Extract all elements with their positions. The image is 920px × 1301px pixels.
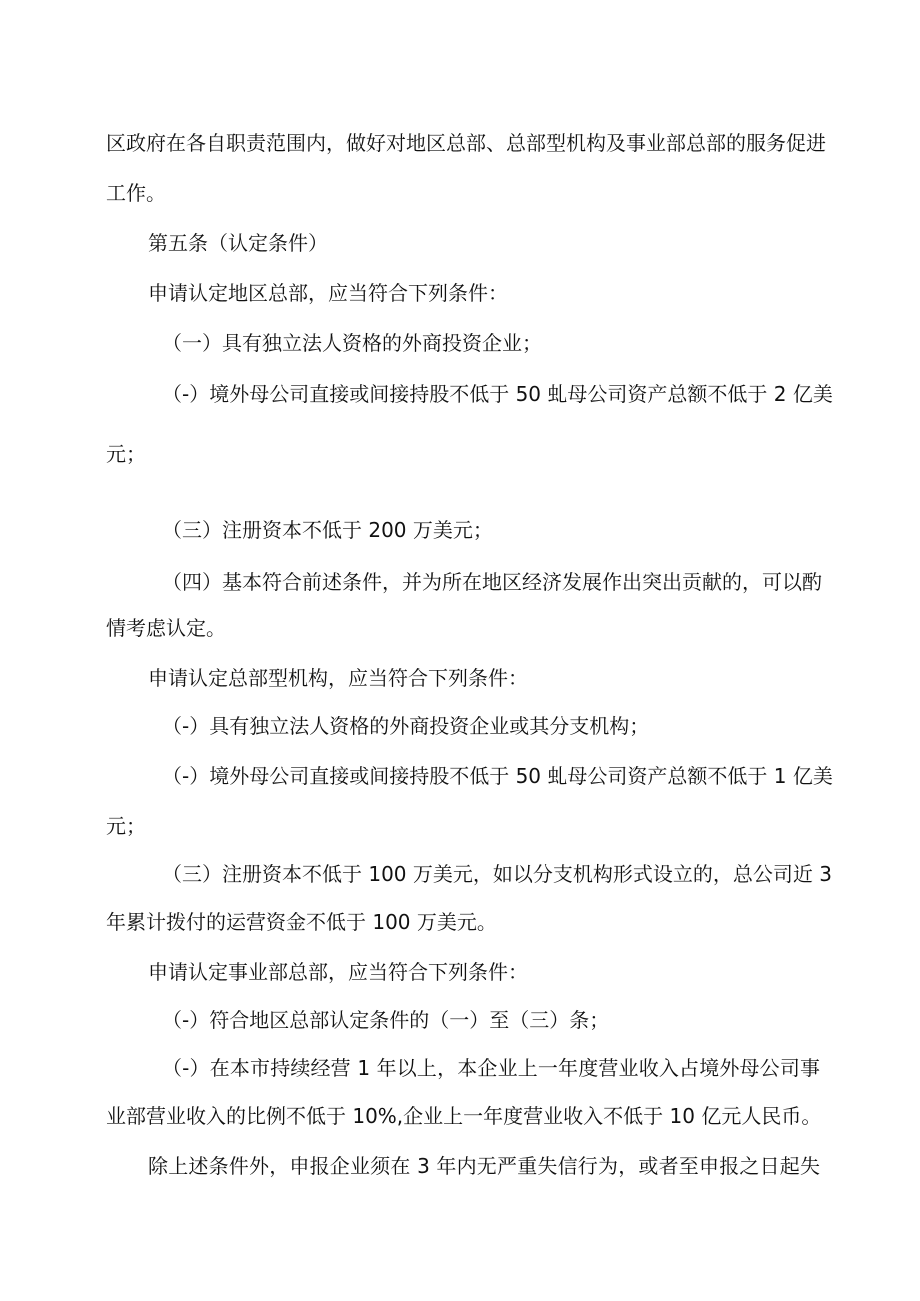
paragraph-line: 申请认定总部型机构，应当符合下列条件： [148, 666, 528, 690]
list-item: （-）境外母公司直接或间接持股不低于 50 虬母公司资产总额不低于 1 亿美 [162, 764, 833, 788]
paragraph-line: 元； [106, 814, 146, 838]
paragraph-line: 元； [106, 442, 146, 466]
paragraph-line: 业部营业收入的比例不低于 10%,企业上一年度营业收入不低于 10 亿元人民币。 [106, 1104, 822, 1128]
list-item: （一）具有独立法人资格的外商投资企业； [162, 331, 542, 355]
list-item: （-）在本市持续经营 1 年以上，本企业上一年度营业收入占境外母公司事 [162, 1056, 820, 1080]
list-item: （-）境外母公司直接或间接持股不低于 50 虬母公司资产总额不低于 2 亿美 [162, 382, 833, 406]
list-item: （-）具有独立法人资格的外商投资企业或其分支机构； [162, 714, 650, 738]
paragraph-line: 除上述条件外，申报企业须在 3 年内无严重失信行为，或者至申报之日起失 [148, 1154, 820, 1178]
list-item: （三）注册资本不低于 200 万美元； [162, 518, 493, 542]
list-item: （四）基本符合前述条件，并为所在地区经济发展作出突出贡献的，可以酌 [162, 570, 822, 594]
paragraph-line: 申请认定地区总部，应当符合下列条件： [148, 281, 508, 305]
list-item: （-）符合地区总部认定条件的（一）至（三）条； [162, 1008, 610, 1032]
paragraph-line: 工作。 [106, 181, 166, 205]
paragraph-line: 情考虑认定。 [106, 616, 226, 640]
paragraph-line: 区政府在各自职责范围内，做好对地区总部、总部型机构及事业部总部的服务促进 [106, 131, 826, 155]
paragraph-line: 申请认定事业部总部，应当符合下列条件： [148, 960, 528, 984]
paragraph-line: 年累计拨付的运营资金不低于 100 万美元。 [106, 910, 497, 934]
list-item: （三）注册资本不低于 100 万美元，如以分支机构形式设立的，总公司近 3 [162, 862, 832, 886]
section-heading: 第五条（认定条件） [148, 231, 328, 255]
